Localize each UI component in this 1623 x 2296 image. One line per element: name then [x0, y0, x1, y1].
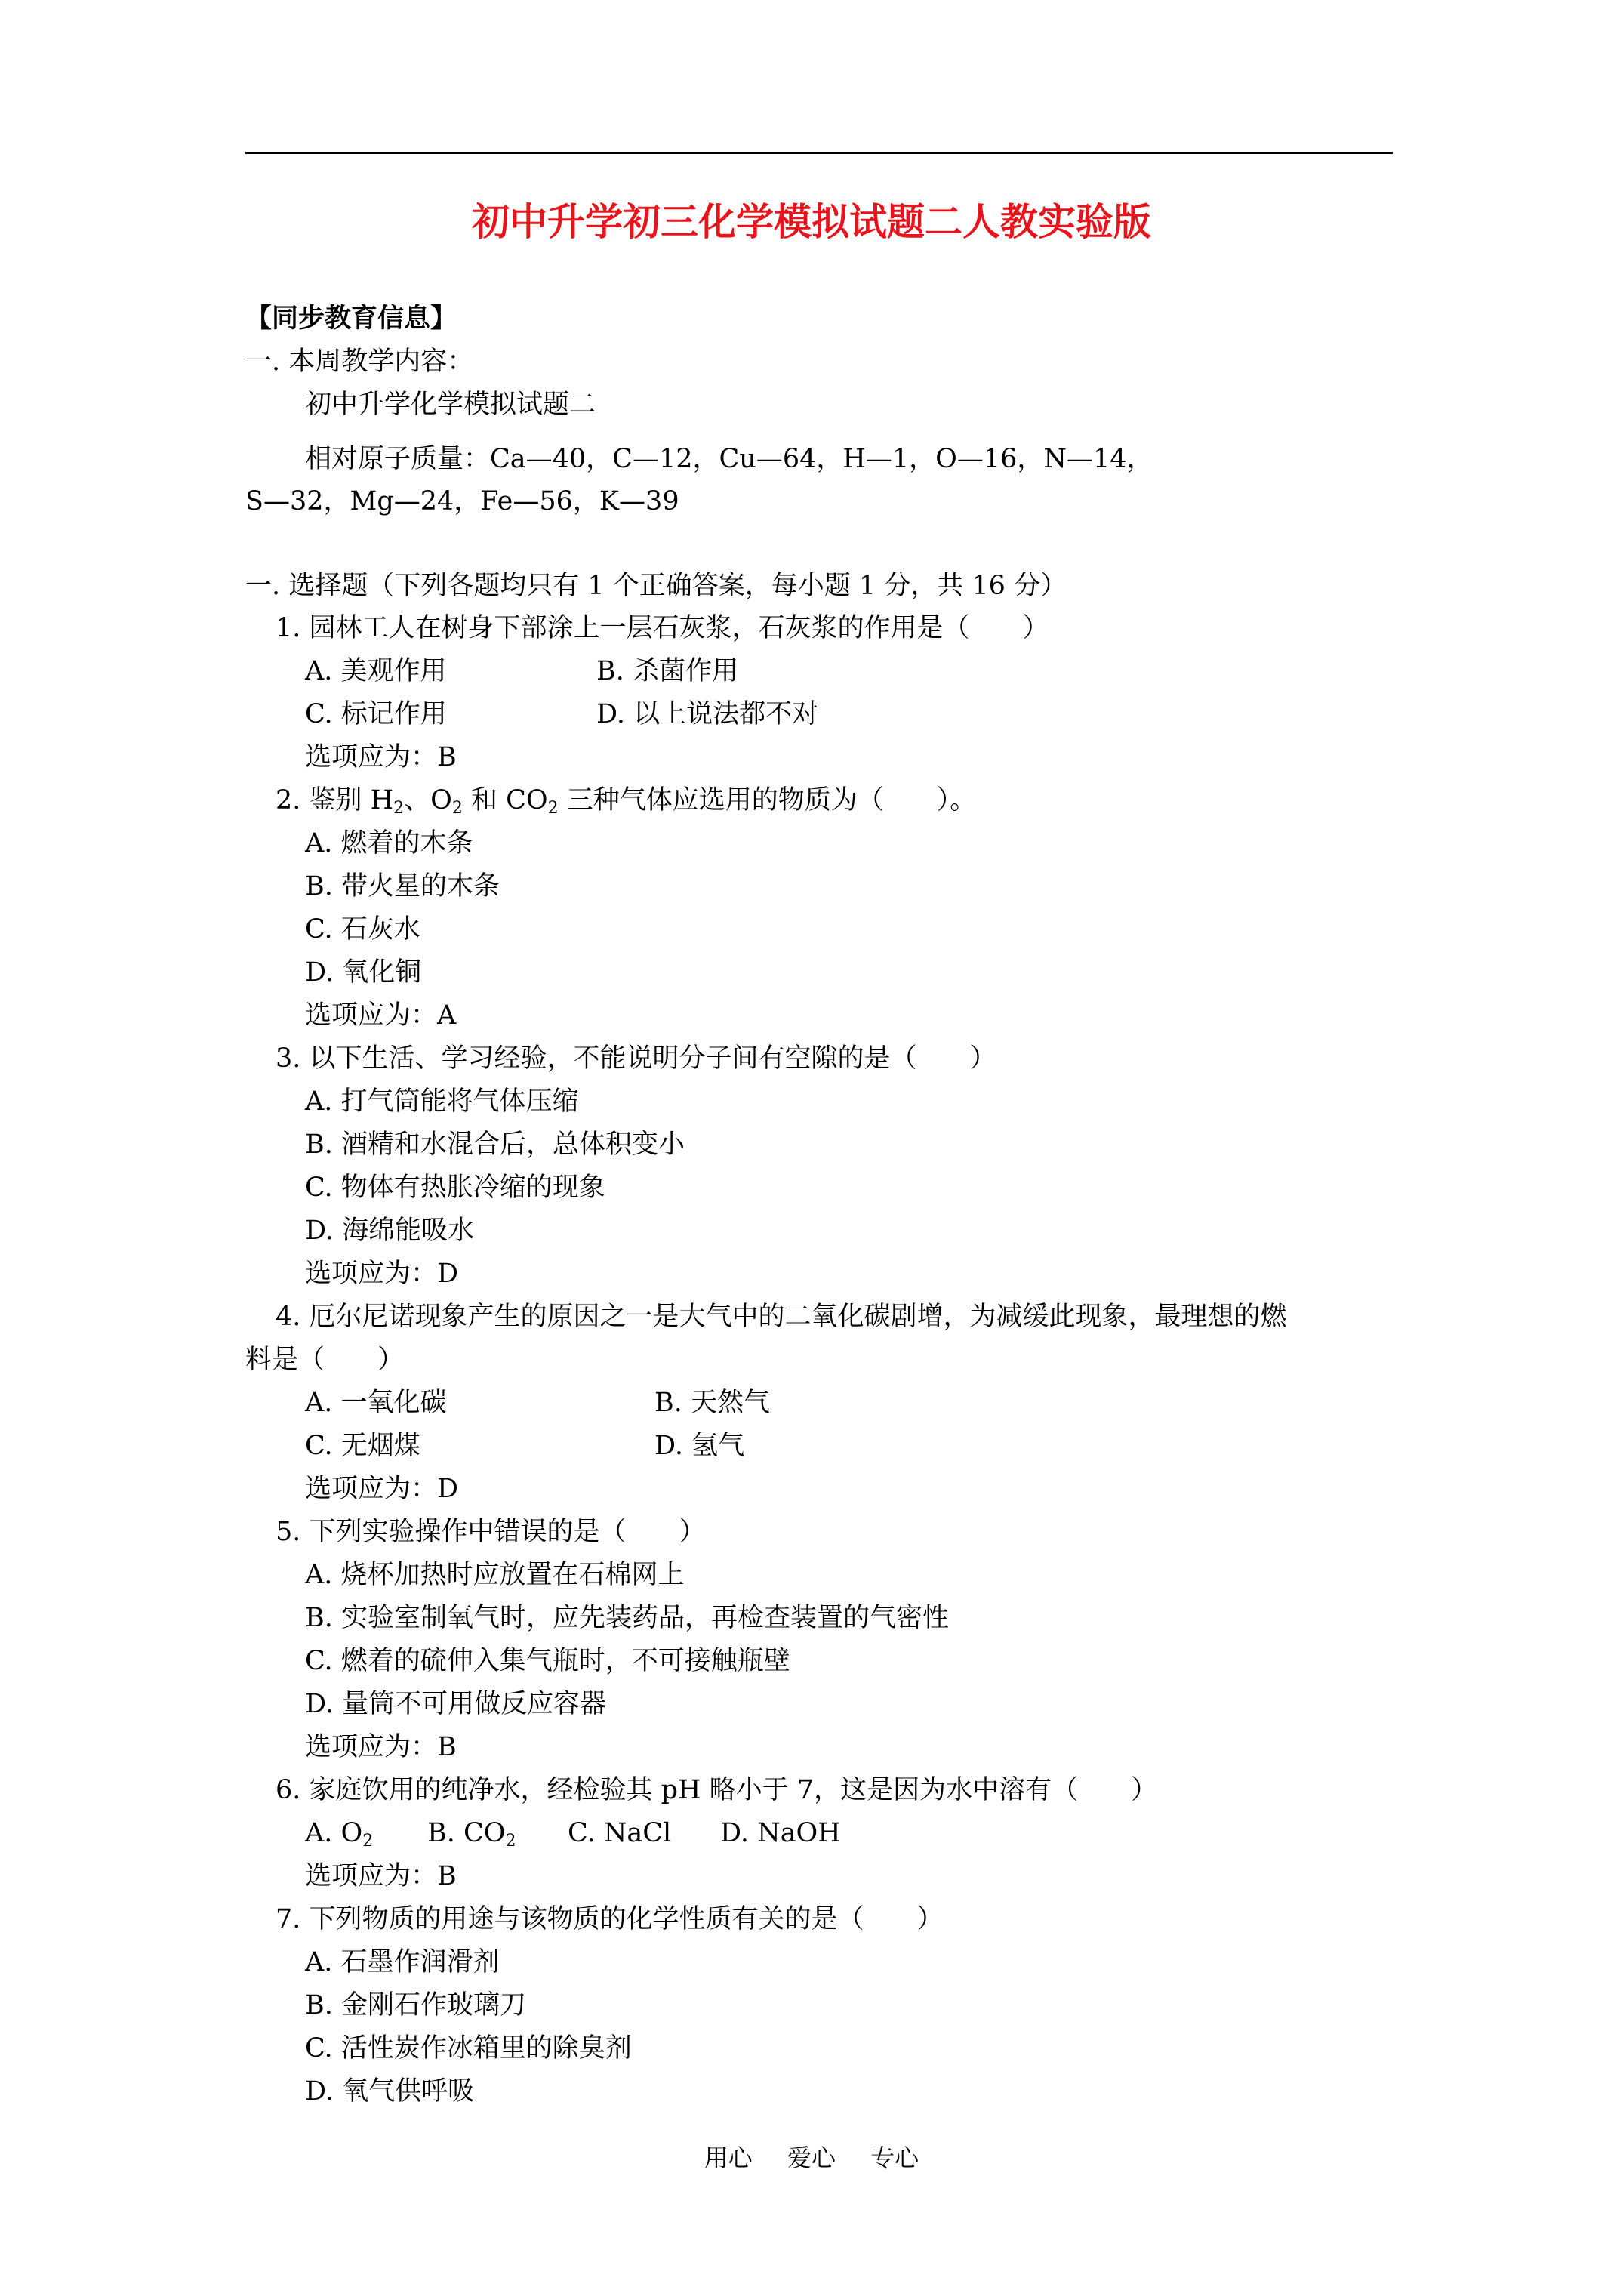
- week-heading: 一. 本周教学内容：: [245, 347, 474, 377]
- page-footer: [0, 2141, 1623, 2174]
- q1-option-b: B. 杀菌作用: [596, 656, 738, 686]
- q6-option-a: A. $O_2$: [305, 1818, 374, 1851]
- q5-option-d: D. 量筒不可用做反应容器: [305, 1689, 607, 1719]
- q1-option-a: A. 美观作用: [305, 656, 447, 686]
- q1-option-d: D. 以上说法都不对: [596, 699, 819, 729]
- footer-word-2: 爱心: [787, 2143, 836, 2172]
- q4-option-b: B. 天然气: [654, 1388, 770, 1418]
- q2-option-d: D. 氧化铜: [305, 957, 422, 988]
- mc-heading: 一. 选择题（下列各题均只有 1 个正确答案，每小题 1 分，共 16 分）: [245, 571, 1067, 601]
- q5-option-c: C. 燃着的硫伸入集气瓶时，不可接触瓶壁: [305, 1646, 790, 1676]
- q6-option-b: B. $CO_2$: [427, 1818, 516, 1851]
- q1-option-c: C. 标记作用: [305, 699, 447, 729]
- question-7-stem: 7. 下列物质的用途与该物质的化学性质有关的是（ ）: [276, 1904, 944, 1934]
- question-4-stem-cont: 料是（ ）: [245, 1345, 405, 1375]
- q6-option-d: D. NaOH: [720, 1818, 841, 1848]
- q3-option-a: A. 打气筒能将气体压缩: [305, 1086, 579, 1117]
- q7-option-a: A. 石墨作润滑剂: [305, 1947, 500, 1977]
- atomic-mass-line1: 相对原子质量：Ca—40，C—12，Cu—64，H—1，O—16，N—14，: [305, 444, 1153, 474]
- q4-option-d: D. 氢气: [654, 1431, 745, 1461]
- question-4-stem: 4. 厄尔尼诺现象产生的原因之一是大气中的二氧化碳剧增，为减缓此现象，最理想的燃: [276, 1302, 1287, 1332]
- question-2-stem: 2. 鉴别 $H_2$、$O_2$ 和 $CO_2$ 三种气体应选用的物质为（ ）。: [276, 785, 977, 818]
- q3-option-b: B. 酒精和水混合后，总体积变小: [305, 1130, 685, 1160]
- section-header: 【同步教育信息】: [245, 303, 457, 334]
- q2-option-b: B. 带火星的木条: [305, 871, 500, 901]
- q6-option-c: C. NaCl: [568, 1818, 672, 1848]
- header-rule: [245, 152, 1393, 154]
- atomic-mass-line2: S—32，Mg—24，Fe—56，K—39: [245, 486, 679, 516]
- question-5-stem: 5. 下列实验操作中错误的是（ ）: [276, 1517, 706, 1547]
- question-3-stem: 3. 以下生活、学习经验，不能说明分子间有空隙的是（ ）: [276, 1043, 996, 1074]
- q7-option-b: B. 金刚石作玻璃刀: [305, 1990, 526, 2020]
- q1-answer: 选项应为：B: [305, 742, 457, 772]
- q7-option-d: D. 氧气供呼吸: [305, 2076, 475, 2106]
- q4-option-a: A. 一氧化碳: [305, 1388, 447, 1418]
- page-title: 初中升学初三化学模拟试题二人教实验版: [472, 200, 1151, 244]
- q5-option-a: A. 烧杯加热时应放置在石棉网上: [305, 1560, 685, 1590]
- q7-option-c: C. 活性炭作冰箱里的除臭剂: [305, 2033, 632, 2063]
- q3-option-d: D. 海绵能吸水: [305, 1216, 475, 1246]
- footer-word-1: 用心: [704, 2143, 753, 2172]
- content-title: 初中升学化学模拟试题二: [305, 390, 596, 420]
- q2-answer: 选项应为：A: [305, 1000, 457, 1031]
- q3-answer: 选项应为：D: [305, 1259, 459, 1289]
- q5-option-b: B. 实验室制氧气时，应先装药品，再检查装置的气密性: [305, 1603, 949, 1633]
- q2-option-c: C. 石灰水: [305, 914, 420, 945]
- q4-answer: 选项应为：D: [305, 1474, 459, 1504]
- question-6-stem: 6. 家庭饮用的纯净水，经检验其 pH 略小于 7，这是因为水中溶有（ ）: [276, 1775, 1158, 1805]
- footer-word-3: 专心: [870, 2143, 919, 2172]
- q6-answer: 选项应为：B: [305, 1861, 457, 1891]
- q5-answer: 选项应为：B: [305, 1732, 457, 1762]
- q4-option-c: C. 无烟煤: [305, 1431, 420, 1461]
- q2-option-a: A. 燃着的木条: [305, 828, 473, 858]
- question-1-stem: 1. 园林工人在树身下部涂上一层石灰浆，石灰浆的作用是（ ）: [276, 613, 1049, 643]
- q3-option-c: C. 物体有热胀冷缩的现象: [305, 1173, 605, 1203]
